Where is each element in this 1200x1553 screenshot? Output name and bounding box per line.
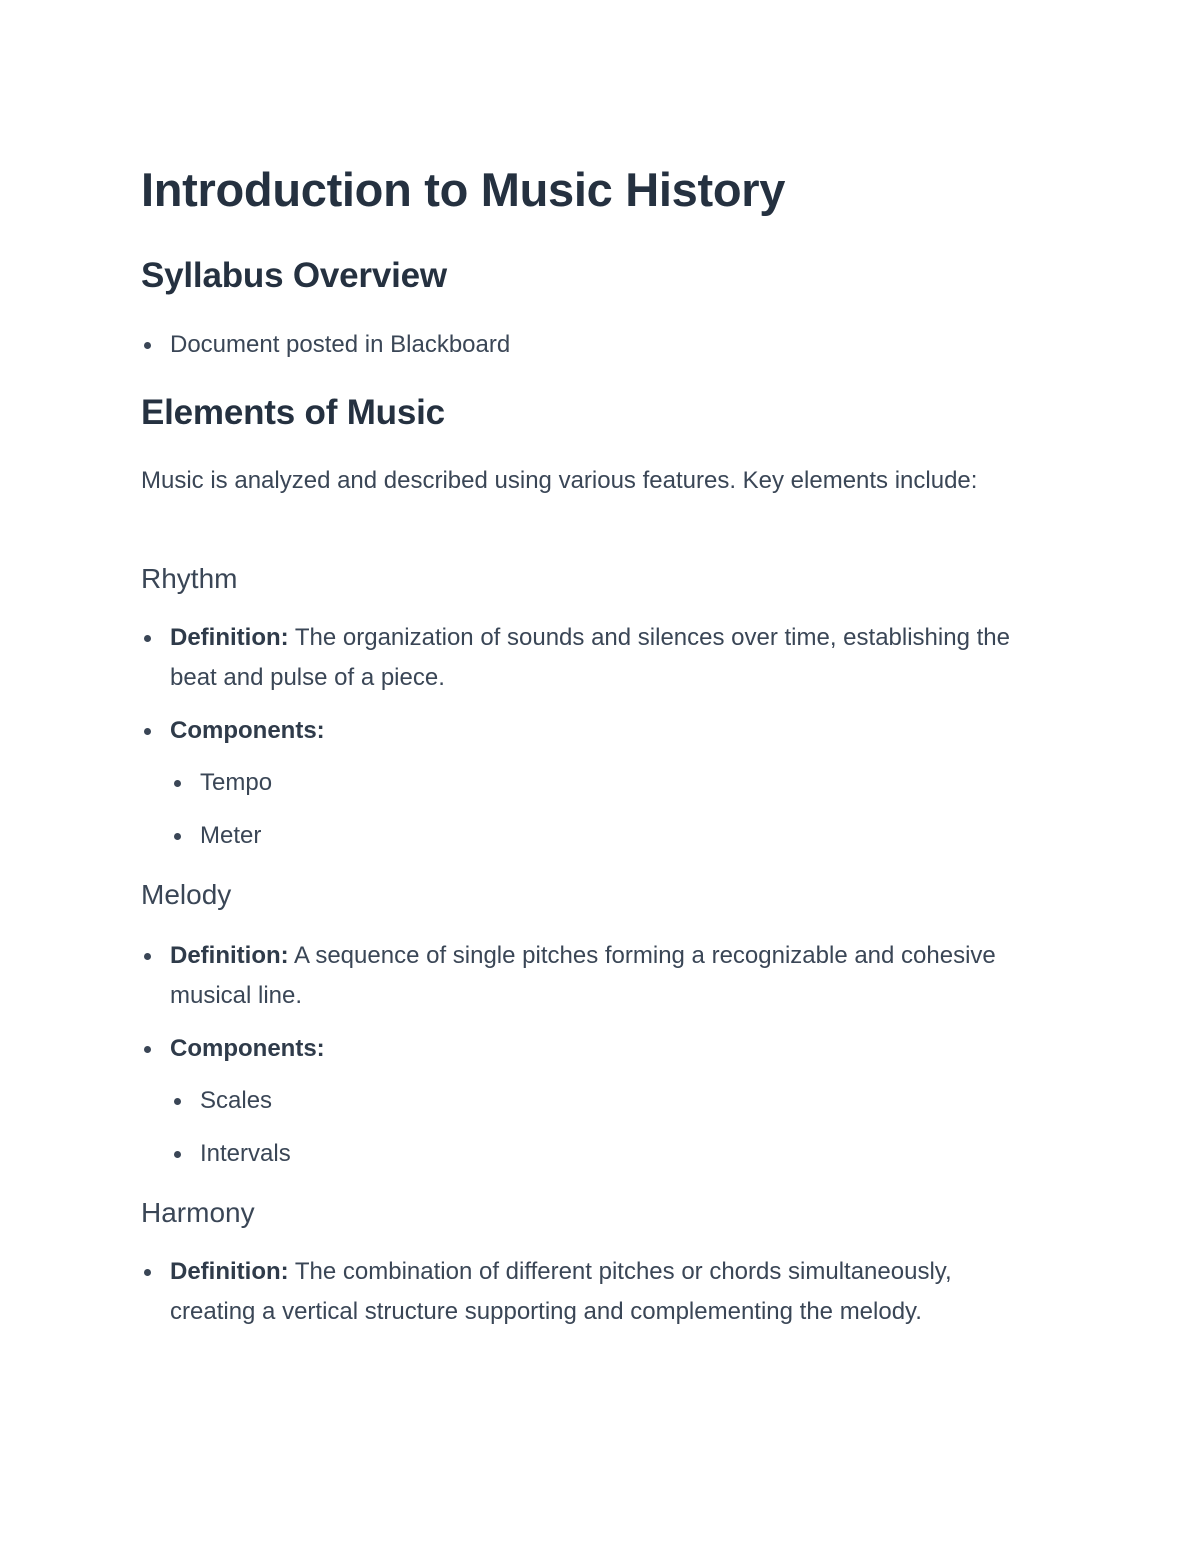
definition-label: Definition: bbox=[170, 624, 289, 651]
bullet-icon bbox=[174, 1151, 181, 1158]
rhythm-heading: Rhythm bbox=[141, 563, 238, 594]
melody-heading: Melody bbox=[141, 879, 232, 910]
document-title: Introduction to Music History bbox=[141, 163, 786, 216]
melody-definition-item bbox=[170, 936, 1020, 1016]
components-label: Components: bbox=[170, 1035, 325, 1062]
list-item bbox=[200, 763, 1000, 803]
bullet-icon bbox=[144, 953, 151, 960]
syllabus-heading: Syllabus Overview bbox=[141, 256, 447, 295]
definition-label: Definition: bbox=[170, 1258, 289, 1285]
list-item bbox=[200, 1081, 1000, 1121]
bullet-icon bbox=[174, 833, 181, 840]
definition-text: The combination of different pitches or chords simultaneously, creating a vertical structure supporting and complementing the melody. bbox=[170, 1258, 952, 1325]
syllabus-item-text: Document posted in Blackboard bbox=[170, 331, 511, 358]
elements-heading: Elements of Music bbox=[141, 393, 445, 432]
bullet-icon bbox=[144, 1046, 151, 1053]
bullet-icon bbox=[174, 1098, 181, 1105]
list-item bbox=[200, 1134, 1000, 1174]
elements-intro: Music is analyzed and described using various features. Key elements include: bbox=[141, 467, 978, 494]
component-text: Meter bbox=[200, 822, 262, 849]
components-label: Components: bbox=[170, 717, 325, 744]
component-text: Scales bbox=[200, 1087, 273, 1114]
bullet-icon bbox=[174, 780, 181, 787]
rhythm-definition-item bbox=[170, 618, 1020, 698]
definition-text: The organization of sounds and silences over time, establishing the beat and pulse of a piece. bbox=[170, 624, 1010, 691]
bullet-icon bbox=[144, 635, 151, 642]
bullet-icon bbox=[144, 728, 151, 735]
definition-label: Definition: bbox=[170, 942, 289, 969]
component-text: Tempo bbox=[200, 769, 273, 796]
bullet-icon bbox=[144, 1269, 151, 1276]
melody-components-item bbox=[170, 1029, 1020, 1069]
rhythm-components-item bbox=[170, 711, 1020, 751]
list-item bbox=[170, 325, 1020, 365]
definition-text: A sequence of single pitches forming a recognizable and cohesive musical line. bbox=[170, 942, 996, 1009]
harmony-heading: Harmony bbox=[141, 1197, 255, 1228]
harmony-definition-item bbox=[170, 1252, 1020, 1332]
list-item bbox=[200, 816, 1000, 856]
bullet-icon bbox=[144, 342, 151, 349]
component-text: Intervals bbox=[200, 1140, 291, 1167]
